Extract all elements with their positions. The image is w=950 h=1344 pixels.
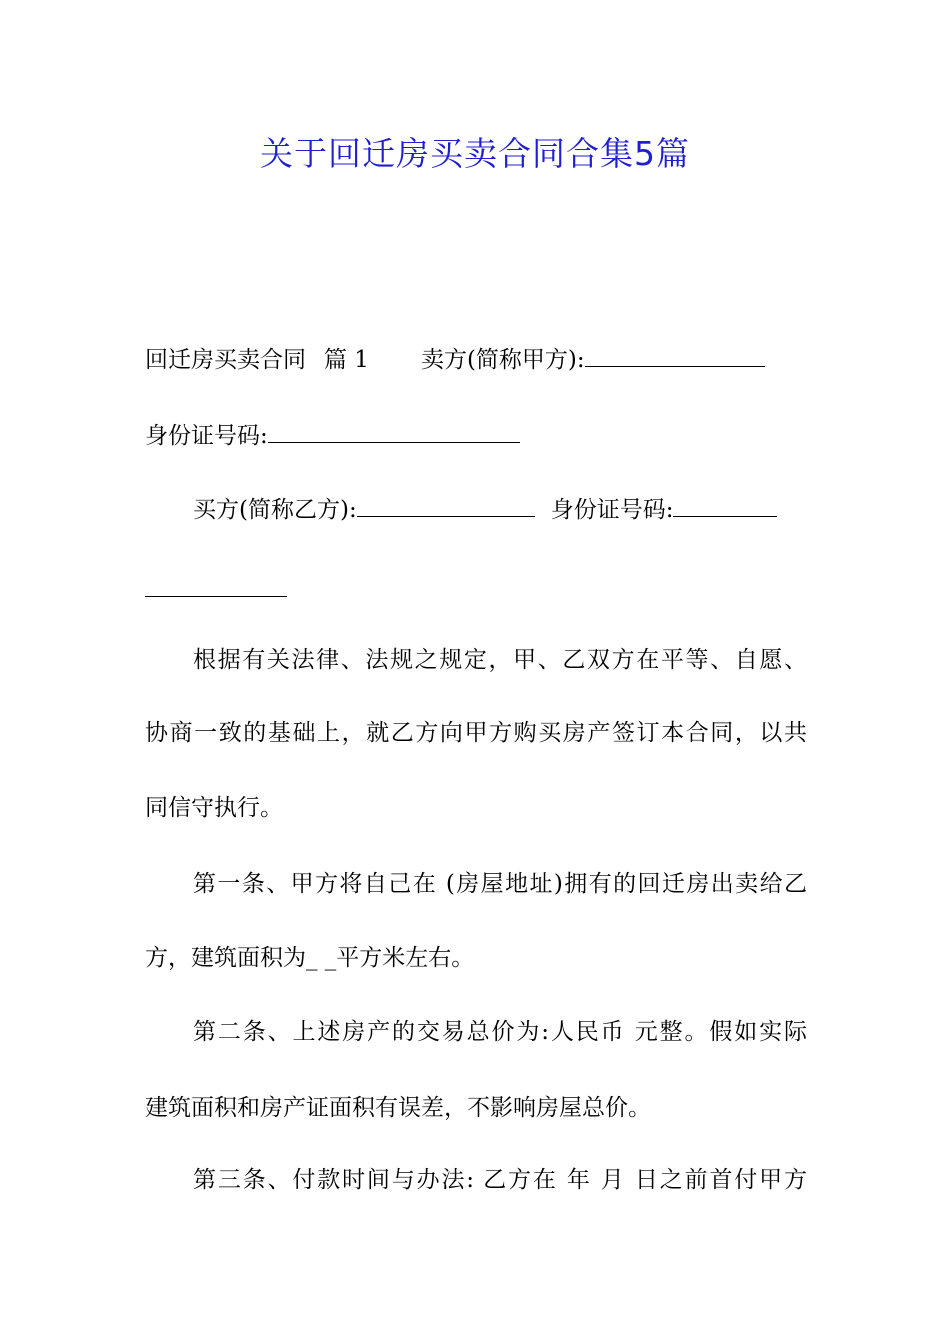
article3-line-1: 第三条、付款时间与办法: 乙方在 年 月 日之前首付甲方 [193, 1167, 807, 1193]
intro-line-2: 协商一致的基础上，就乙方向甲方购买房产签订本合同，以共 [145, 720, 807, 746]
seller-id-line [145, 420, 807, 452]
intro-line-3: 同信守执行。 [145, 795, 283, 821]
article1-line-2: 方，建筑面积为_ _平方米左右。 [145, 945, 475, 971]
buyer-line [193, 494, 807, 526]
document-title: 关于回迁房买卖合同合集5篇 [260, 134, 690, 173]
chapter-label: 篇 1 [324, 347, 369, 373]
seller-id-label: 身份证号码: [145, 423, 268, 449]
buyer-blank [357, 496, 535, 517]
contract-heading: 回迁房买卖合同 [145, 347, 306, 373]
seller-id-blank [268, 422, 520, 443]
buyer-id-blank [673, 496, 777, 517]
seller-line [145, 344, 807, 376]
intro-line-1: 根据有关法律、法规之规定，甲、乙双方在平等、自愿、 [193, 647, 807, 673]
article2-line-1: 第二条、上述房产的交易总价为:人民币 元整。假如实际 [193, 1019, 807, 1045]
buyer-id-continuation [145, 574, 807, 606]
seller-label: 卖方(简称甲方): [420, 347, 585, 373]
buyer-label: 买方(简称乙方): [193, 497, 357, 523]
buyer-id-blank-continued [145, 576, 287, 597]
article2-line-2: 建筑面积和房产证面积有误差，不影响房屋总价。 [145, 1095, 651, 1121]
buyer-id-label: 身份证号码: [550, 497, 674, 523]
seller-blank [585, 346, 765, 367]
article1-line-1: 第一条、甲方将自己在 (房屋地址)拥有的回迁房出卖给乙 [193, 871, 807, 897]
